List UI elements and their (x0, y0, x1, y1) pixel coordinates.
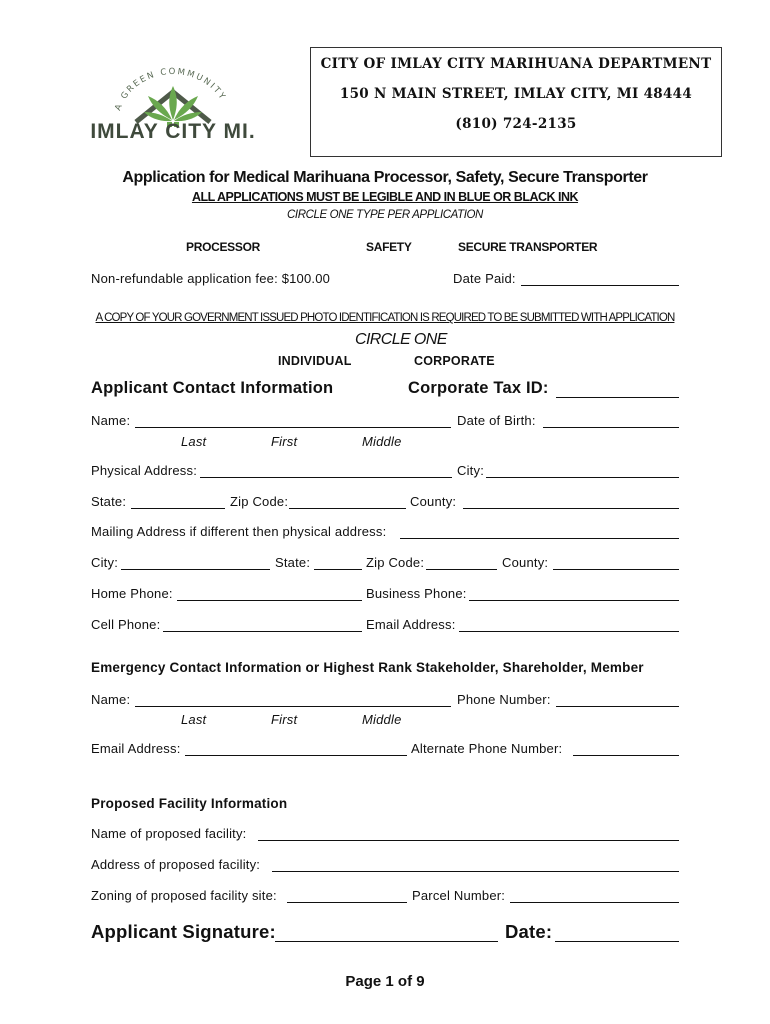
parcel-number-label: Parcel Number: (412, 888, 506, 903)
entity-corporate[interactable]: CORPORATE (414, 354, 495, 368)
mailing-zip-field[interactable] (426, 569, 497, 570)
emergency-name-field[interactable] (135, 706, 451, 707)
dob-field[interactable] (543, 427, 679, 428)
ink-instruction: ALL APPLICATIONS MUST BE LEGIBLE AND IN BLUE OR BLACK INK (191, 190, 579, 204)
applicant-name-field[interactable] (135, 427, 451, 428)
department-header-box (310, 47, 722, 157)
facility-name-label: Name of proposed facility: (91, 826, 247, 841)
emergency-name-label: Name: (91, 692, 131, 707)
signature-date-label: Date: (505, 921, 553, 942)
dob-label: Date of Birth: (457, 413, 536, 428)
emergency-phone-field[interactable] (556, 706, 679, 707)
signature-date-field[interactable] (555, 941, 679, 942)
department-address: 150 N MAIN STREET, IMLAY CITY, MI 48444 (339, 86, 693, 102)
state-label: State: (91, 494, 127, 509)
emergency-email-label: Email Address: (91, 741, 181, 756)
facility-heading: Proposed Facility Information (91, 796, 288, 811)
business-phone-label: Business Phone: (366, 586, 467, 601)
physical-address-label: Physical Address: (91, 463, 198, 478)
date-paid-label: Date Paid: (453, 271, 516, 286)
cell-phone-field[interactable] (163, 631, 362, 632)
alternate-phone-field[interactable] (573, 755, 679, 756)
mailing-city-field[interactable] (121, 569, 270, 570)
mailing-city-label: City: (91, 555, 118, 570)
type-processor[interactable]: PROCESSOR (186, 240, 260, 254)
mailing-county-label: County: (502, 555, 549, 570)
city-label: City: (457, 463, 484, 478)
signature-label: Applicant Signature: (91, 921, 276, 942)
corporate-tax-id-field[interactable] (556, 397, 679, 398)
department-name: CITY OF IMLAY CITY MARIHUANA DEPARTMENT (320, 56, 712, 72)
emergency-email-field[interactable] (185, 755, 407, 756)
emergency-last-caption: Last (181, 712, 207, 727)
email-field[interactable] (459, 631, 679, 632)
signature-field[interactable] (275, 941, 498, 942)
zip-field[interactable] (289, 508, 406, 509)
mailing-county-field[interactable] (553, 569, 679, 570)
fee-label: Non-refundable application fee: $100.00 (91, 271, 331, 286)
facility-name-field[interactable] (258, 840, 679, 841)
home-phone-label: Home Phone: (91, 586, 173, 601)
business-phone-field[interactable] (469, 600, 679, 601)
type-safety[interactable]: SAFETY (366, 240, 412, 254)
applicant-contact-heading: Applicant Contact Information (91, 379, 334, 397)
emergency-contact-heading: Emergency Contact Information or Highest Rank Stakeholder, Shareholder, Member (91, 660, 644, 675)
department-phone: (810) 724-2135 (455, 116, 577, 132)
name-label: Name: (91, 413, 131, 428)
logo-arc-text: A GREEN COMMUNITY (113, 66, 228, 113)
parcel-number-field[interactable] (510, 902, 679, 903)
email-label: Email Address: (366, 617, 456, 632)
mailing-zip-label: Zip Code: (366, 555, 425, 570)
page-number: Page 1 of 9 (345, 973, 425, 990)
mailing-state-field[interactable] (314, 569, 362, 570)
physical-address-field[interactable] (200, 477, 452, 478)
zoning-field[interactable] (287, 902, 407, 903)
zoning-label: Zoning of proposed facility site: (91, 888, 277, 903)
date-paid-field[interactable] (521, 285, 679, 286)
mailing-state-label: State: (275, 555, 311, 570)
name-last-caption: Last (181, 434, 207, 449)
circle-one-label: CIRCLE ONE (355, 331, 447, 348)
form-title: Application for Medical Marihuana Processor, Safety, Secure Transporter (122, 169, 648, 186)
corporate-tax-id-label: Corporate Tax ID: (408, 379, 549, 397)
county-label: County: (410, 494, 457, 509)
logo-city-text: IMLAY CITY MI. (90, 120, 256, 143)
zip-label: Zip Code: (230, 494, 289, 509)
county-field[interactable] (463, 508, 679, 509)
alternate-phone-label: Alternate Phone Number: (411, 741, 563, 756)
mailing-address-field[interactable] (400, 538, 679, 539)
emergency-phone-label: Phone Number: (457, 692, 551, 707)
name-first-caption: First (271, 434, 298, 449)
emergency-first-caption: First (271, 712, 298, 727)
emergency-middle-caption: Middle (362, 712, 402, 727)
type-secure-transporter[interactable]: SECURE TRANSPORTER (458, 240, 598, 254)
home-phone-field[interactable] (177, 600, 362, 601)
circle-type-instruction: CIRCLE ONE TYPE PER APPLICATION (287, 209, 483, 221)
photo-id-notice: A COPY OF YOUR GOVERNMENT ISSUED PHOTO IDENTIFICATION IS REQUIRED TO BE SUBMITTED WITH APPLICATION (95, 312, 675, 324)
entity-individual[interactable]: INDIVIDUAL (278, 354, 352, 368)
mailing-address-label: Mailing Address if different then physical address: (91, 524, 387, 539)
facility-address-label: Address of proposed facility: (91, 857, 261, 872)
state-field[interactable] (131, 508, 225, 509)
cell-phone-label: Cell Phone: (91, 617, 161, 632)
name-middle-caption: Middle (362, 434, 402, 449)
city-field[interactable] (486, 477, 679, 478)
facility-address-field[interactable] (272, 871, 679, 872)
